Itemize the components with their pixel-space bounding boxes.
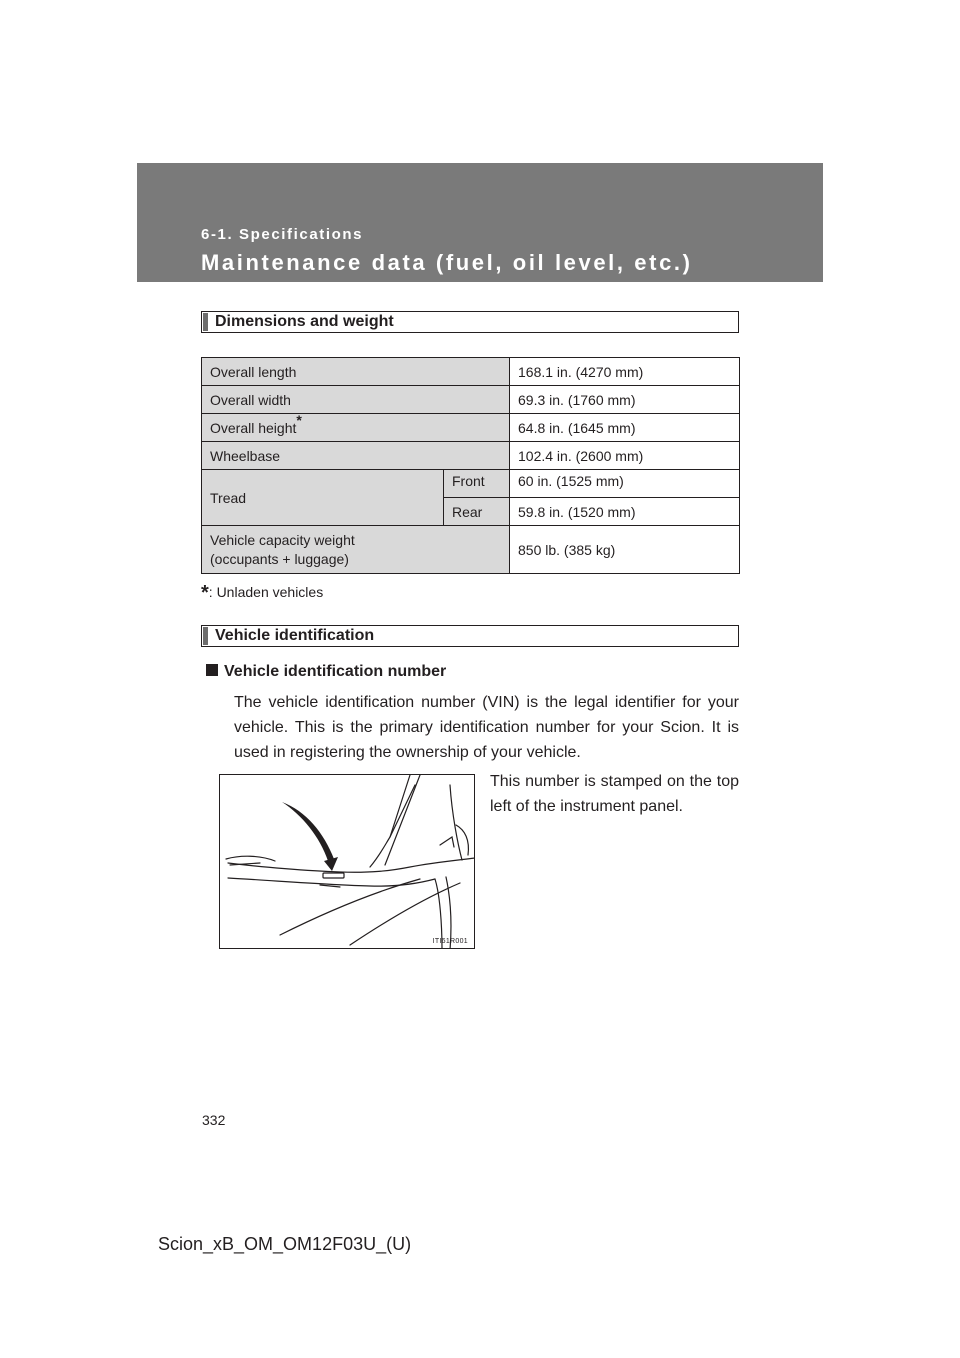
vin-paragraph: The vehicle identification number (VIN) is the legal identifier for your vehicle. This is the primary identification number for your Scion. It is used in registering the ownership of your vehicle. xyxy=(234,694,739,761)
vin-subheading-text: Vehicle identification number xyxy=(224,663,447,680)
figure-code: ITI61R001 xyxy=(432,938,468,945)
dashboard-drawing xyxy=(220,775,475,949)
tread-rear-value: 59.8 in. (1520 mm) xyxy=(510,498,740,526)
tread-label: Tread xyxy=(202,470,444,526)
footnote-marker: * xyxy=(296,411,302,428)
capacity-value: 850 lb. (385 kg) xyxy=(510,526,740,574)
row-value: 168.1 in. (4270 mm) xyxy=(510,358,740,386)
square-bullet-icon xyxy=(206,664,218,676)
row-label: Wheelbase xyxy=(202,442,510,470)
dimensions-heading-text: Dimensions and weight xyxy=(215,313,394,330)
table-row xyxy=(202,358,740,386)
heading-marker xyxy=(203,313,208,331)
tread-rear-label: Rear xyxy=(444,498,510,526)
table-row xyxy=(202,414,740,442)
page-title: Maintenance data (fuel, oil level, etc.) xyxy=(201,250,693,275)
row-label: Overall length xyxy=(202,358,510,386)
row-value: 64.8 in. (1645 mm) xyxy=(510,414,740,442)
vehicle-id-heading xyxy=(201,625,739,647)
capacity-label-line2: (occupants + luggage) xyxy=(210,550,349,567)
table-row xyxy=(202,386,740,414)
section-label: 6-1. Specifications xyxy=(201,226,364,243)
row-label-height xyxy=(202,411,510,442)
dimensions-table xyxy=(201,357,740,574)
dimensions-heading xyxy=(201,311,739,333)
footnote-marker: * xyxy=(201,582,209,604)
arrow-icon xyxy=(282,802,334,861)
tread-front-value: 60 in. (1525 mm) xyxy=(510,470,740,498)
vin-subheading xyxy=(206,663,446,681)
page-number: 332 xyxy=(202,1112,226,1128)
vin-location-text: This number is stamped on the top left of the instrument panel. xyxy=(490,773,739,815)
tread-front-label: Front xyxy=(444,470,510,498)
footnote-text: : Unladen vehicles xyxy=(208,584,324,600)
row-value: 102.4 in. (2600 mm) xyxy=(510,442,740,470)
vin-location-illustration xyxy=(219,774,475,949)
table-row xyxy=(202,526,740,574)
row-label: Overall width xyxy=(202,386,510,414)
table-row xyxy=(202,442,740,470)
vehicle-id-heading-text: Vehicle identification xyxy=(215,627,375,644)
row-label: Overall height xyxy=(210,419,297,436)
footnote xyxy=(201,582,323,605)
table-row xyxy=(202,470,740,498)
capacity-label-line1: Vehicle capacity weight xyxy=(210,531,355,548)
heading-marker xyxy=(203,627,208,645)
row-value: 69.3 in. (1760 mm) xyxy=(510,386,740,414)
capacity-label xyxy=(202,526,510,574)
document-id: Scion_xB_OM_OM12F03U_(U) xyxy=(158,1234,412,1254)
